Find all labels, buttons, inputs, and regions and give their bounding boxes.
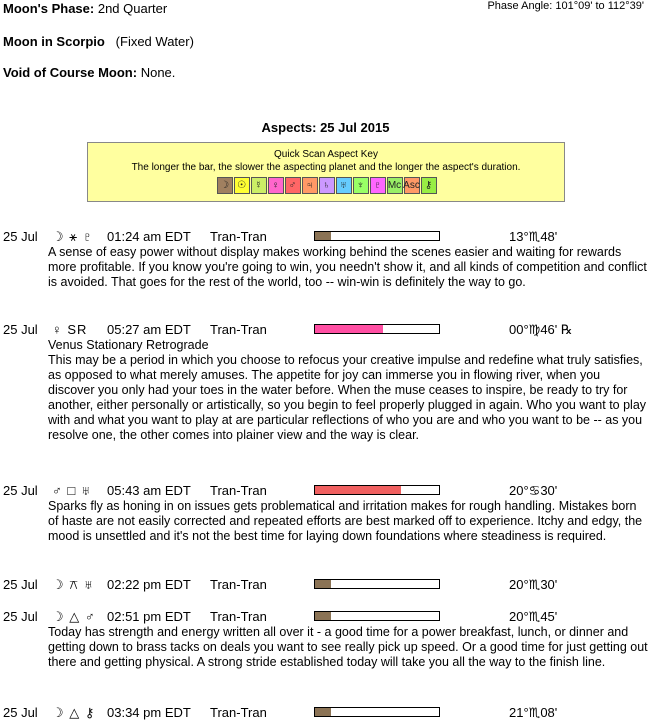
- aspect-text: A sense of easy power without display makes working behind the scenes easier and waiting for rewards more profitable. If you know you're going to win, you needn't show it, and all kinds of competition and conflict is avoided. That goes for the rest of the world, too -- win-win is definitely the way to go.: [48, 245, 647, 289]
- aspect-date: 25 Jul: [3, 483, 38, 498]
- voc-value: None.: [140, 65, 176, 80]
- aspect-description: [48, 499, 648, 544]
- key-title: Quick Scan Aspect Key: [274, 149, 378, 160]
- aspect-position: 20°♏45': [509, 609, 558, 624]
- duration-bar: [314, 324, 440, 334]
- aspect-type: Tran-Tran: [210, 483, 267, 498]
- key-swatch: ☽: [217, 177, 233, 194]
- aspect-date: 25 Jul: [3, 229, 38, 244]
- duration-bar: [314, 611, 440, 621]
- moon-sign-value: (Fixed Water): [115, 34, 194, 49]
- aspect-type: Tran-Tran: [210, 609, 267, 624]
- aspect-entry: [0, 609, 651, 670]
- aspect-time: 01:24 am EDT: [107, 229, 191, 244]
- duration-bar: [314, 231, 440, 241]
- key-swatch: ♄: [319, 177, 335, 194]
- key-swatch: ☉: [234, 177, 250, 194]
- aspect-row: [0, 229, 651, 245]
- aspect-entry: [0, 229, 651, 290]
- aspects-title: Aspects: 25 Jul 2015: [261, 120, 390, 135]
- aspect-row: [0, 322, 651, 338]
- aspect-row: [0, 705, 651, 721]
- duration-bar: [314, 707, 440, 717]
- aspect-date: 25 Jul: [3, 322, 38, 337]
- aspect-time: 03:34 pm EDT: [107, 705, 191, 720]
- moon-phase-line: [3, 1, 167, 16]
- aspect-entry: [0, 577, 651, 593]
- aspect-text: This may be a period in which you choose to refocus your creative impulse and redefine what truly satisfies, as opposed to what merely amuses. The appetite for joy can immerse you in flowing river, when you discover you only had your toes in the water before. When the muse ceases to inspire, be ready to try for another, either personally or artistically, so you begin to feel properly plugged in again. Who you want to play with and what you want to play at are particular reflections of who you are and who you want to be -- as you resolve one, the other comes into plainer view and the way is clear.: [48, 353, 647, 442]
- duration-bar-fill: [315, 612, 331, 620]
- key-swatch: ♃: [302, 177, 318, 194]
- moon-sign-label: Moon in Scorpio: [3, 34, 105, 49]
- aspect-type: Tran-Tran: [210, 322, 267, 337]
- key-swatch: ♆: [353, 177, 369, 194]
- duration-bar-fill: [315, 232, 331, 240]
- aspect-glyphs: ☽ ⚻ ♅: [52, 577, 95, 592]
- void-of-course-line: [3, 65, 175, 80]
- duration-bar-fill: [315, 486, 401, 494]
- aspect-position: 20°♋30': [509, 483, 558, 498]
- key-swatch: ♀: [268, 177, 284, 194]
- moon-sign-line: [3, 34, 194, 49]
- aspect-entry: [0, 322, 651, 443]
- key-swatch: Mc: [387, 177, 403, 194]
- key-swatch: ♇: [370, 177, 386, 194]
- aspect-glyphs: ♂ □ ♅: [52, 483, 92, 498]
- aspect-description: [48, 625, 648, 670]
- voc-label: Void of Course Moon:: [3, 65, 138, 80]
- key-subtitle: The longer the bar, the slower the aspecting planet and the longer the aspect's duration.: [131, 162, 521, 173]
- quick-scan-key: [87, 142, 565, 202]
- duration-bar-fill: [315, 580, 331, 588]
- aspect-date: 25 Jul: [3, 705, 38, 720]
- key-swatch: ☿: [251, 177, 267, 194]
- aspect-row: [0, 577, 651, 593]
- aspect-glyphs: ☽ △ ♂: [52, 609, 96, 624]
- moon-phase-value: 2nd Quarter: [97, 1, 168, 16]
- aspect-entry: [0, 483, 651, 544]
- aspect-description: [48, 338, 648, 443]
- aspect-position: 13°♏48': [509, 229, 558, 244]
- aspect-text: Sparks fly as honing in on issues gets problematical and irritation makes for rough handling. Mistakes born of haste are not easily corrected and repeated efforts are best marked off to experience. Itchy and edgy, the mood is unsettled and it's not the best time for laying down foundations where steadiness is required.: [48, 499, 643, 543]
- aspect-type: Tran-Tran: [210, 577, 267, 592]
- aspect-row: [0, 609, 651, 625]
- aspect-type: Tran-Tran: [210, 705, 267, 720]
- key-swatches: [88, 177, 564, 194]
- duration-bar-fill: [315, 708, 331, 716]
- aspect-glyphs: ☽ ⚹ ♇: [52, 229, 94, 244]
- aspect-position: 20°♏30': [509, 577, 558, 592]
- aspect-time: 05:27 am EDT: [107, 322, 191, 337]
- aspect-glyphs: ☽ △ ⚷: [52, 705, 96, 720]
- aspect-entry: [0, 705, 651, 721]
- duration-bar: [314, 579, 440, 589]
- aspect-date: 25 Jul: [3, 609, 38, 624]
- aspect-type: Tran-Tran: [210, 229, 267, 244]
- aspect-position: 21°♏08': [509, 705, 558, 720]
- aspect-time: 05:43 am EDT: [107, 483, 191, 498]
- aspect-title: Venus Stationary Retrograde: [48, 338, 209, 352]
- aspect-position: 00°♍46' ℞: [509, 322, 573, 337]
- aspect-text: Today has strength and energy written all over it - a good time for a power breakfast, lunch, or dinner and getting down to brass tacks on deals you want to see really pick up speed. Or a good time for just getting out there and getting physical. A strong stride established today will take you all the way to the finish line.: [48, 625, 648, 669]
- key-swatch: ♂: [285, 177, 301, 194]
- key-swatch: Asc: [404, 177, 420, 194]
- key-swatch: ⚷: [421, 177, 437, 194]
- aspect-row: [0, 483, 651, 499]
- aspect-date: 25 Jul: [3, 577, 38, 592]
- phase-angle: Phase Angle: 101°09' to 112°39': [487, 0, 644, 12]
- aspect-time: 02:22 pm EDT: [107, 577, 191, 592]
- key-swatch: ♅: [336, 177, 352, 194]
- duration-bar-fill: [315, 325, 383, 333]
- aspect-glyphs: ♀ SR: [52, 322, 88, 337]
- duration-bar: [314, 485, 440, 495]
- aspect-description: [48, 245, 648, 290]
- aspect-time: 02:51 pm EDT: [107, 609, 191, 624]
- moon-phase-label: Moon's Phase:: [3, 1, 95, 16]
